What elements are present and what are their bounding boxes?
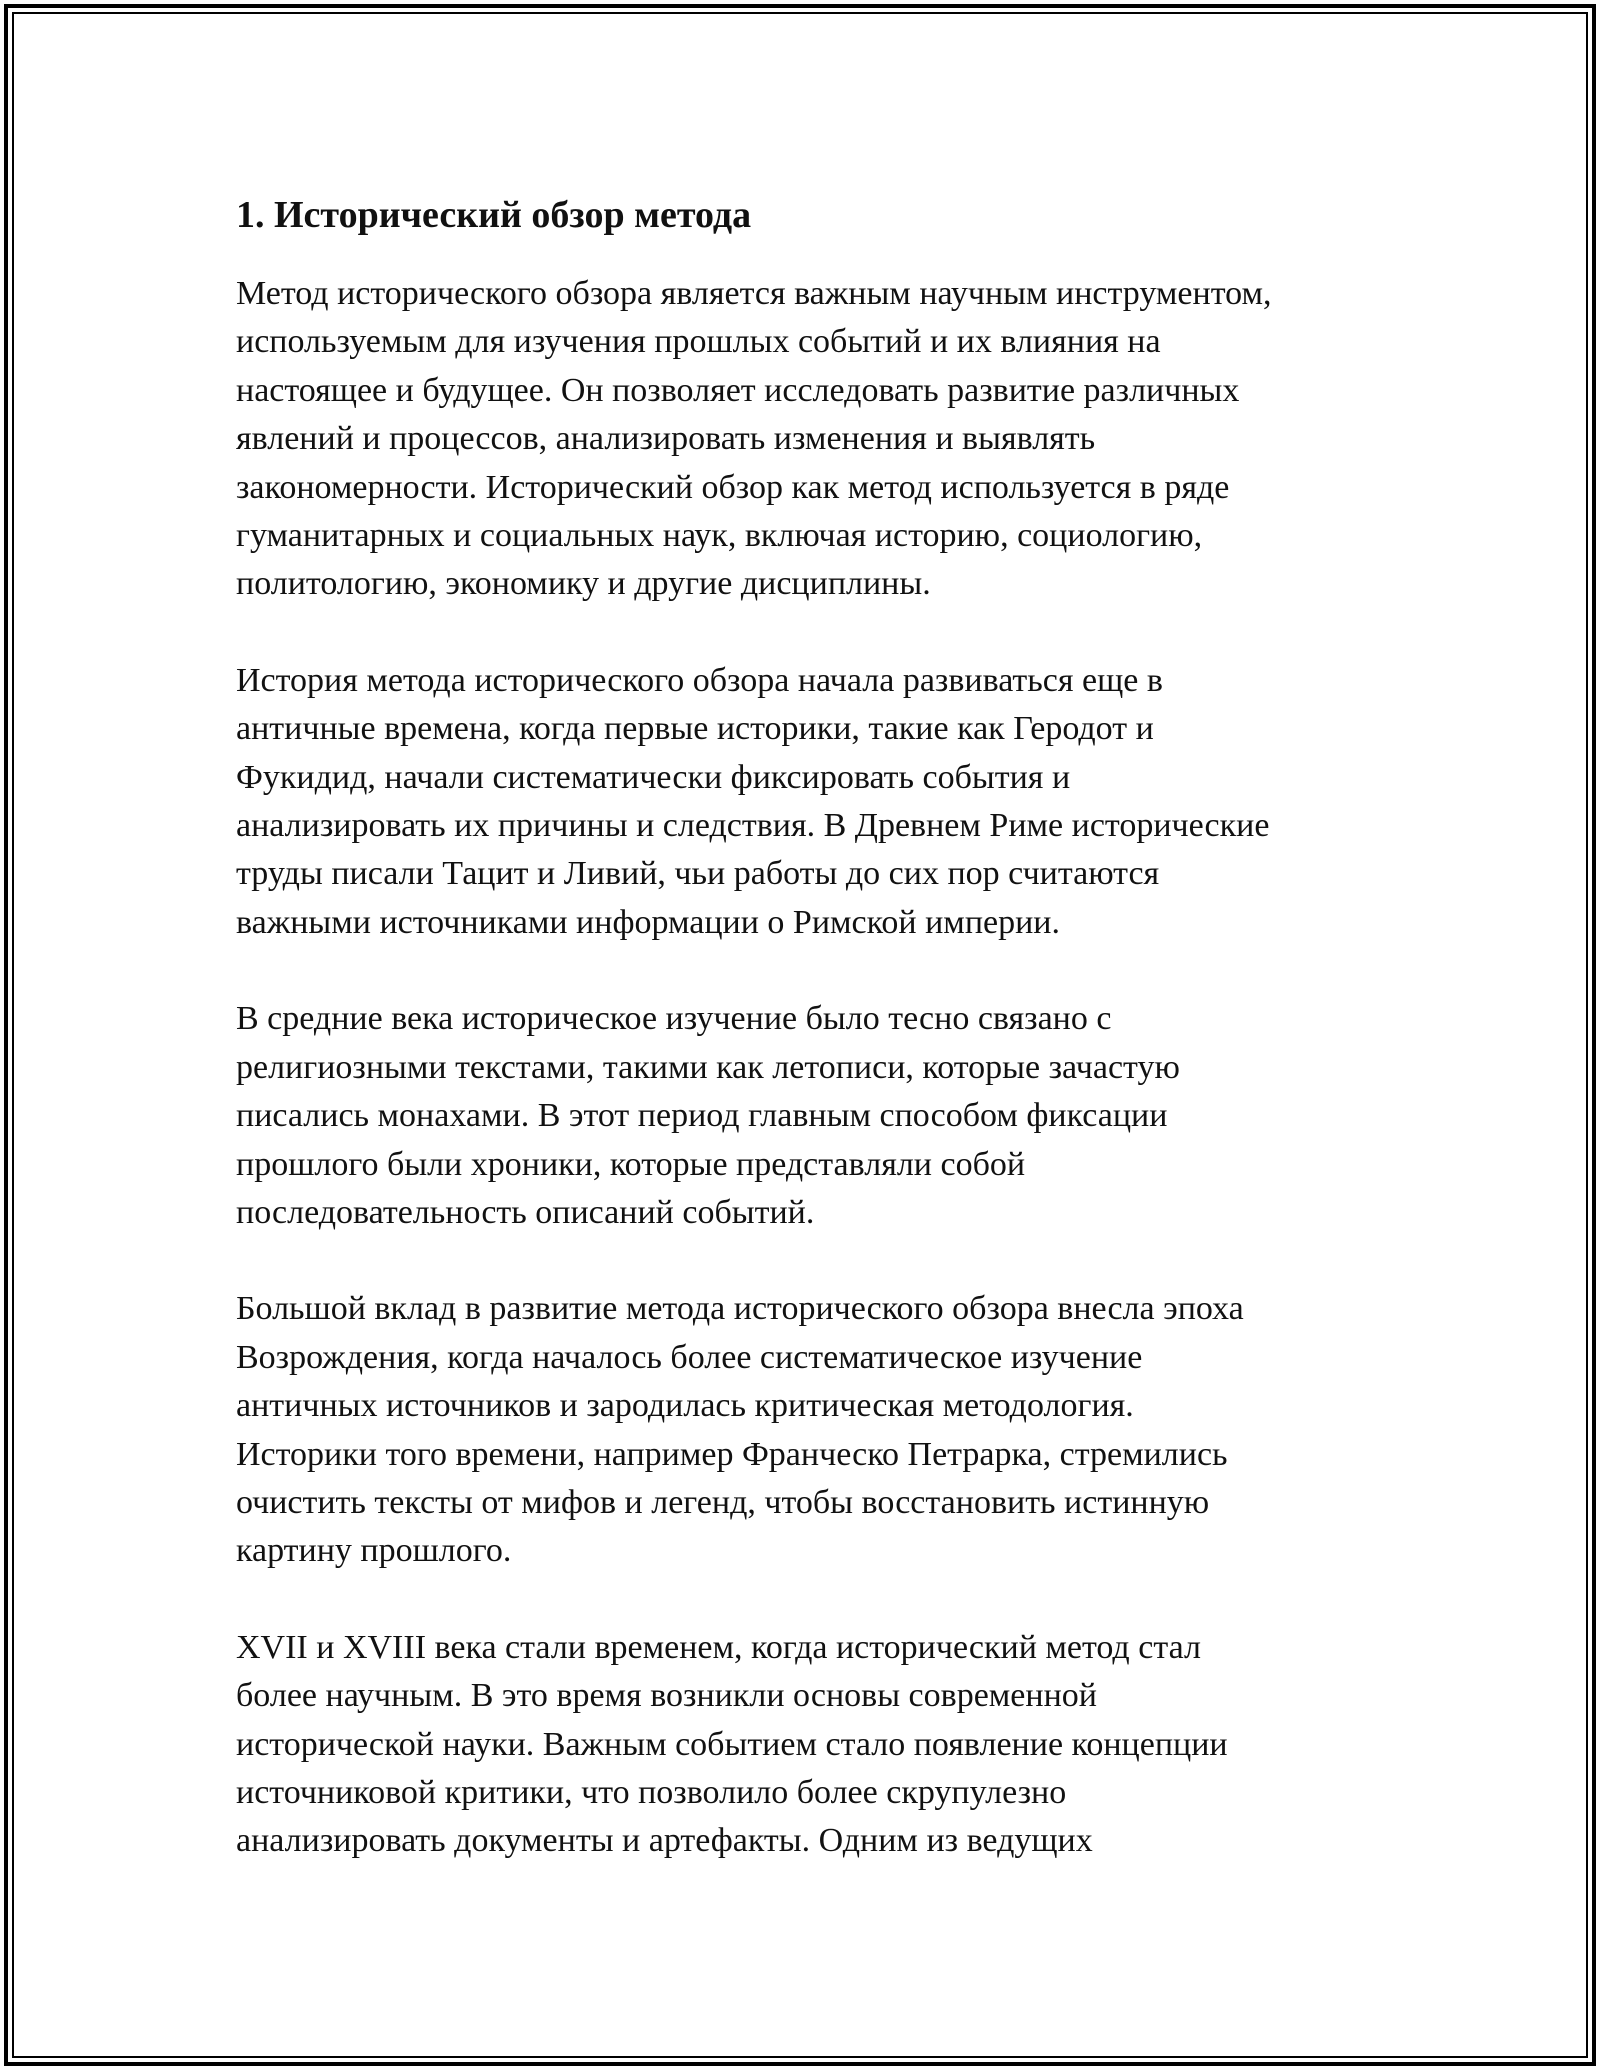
- paragraph-line: Большой вклад в развитие метода исторического обзора внесла эпоха: [236, 1290, 1244, 1328]
- section-heading: 1. Исторический обзор метода: [236, 194, 752, 236]
- paragraph-line: Историки того времени, например Франческо Петрарка, стремились: [236, 1435, 1228, 1473]
- paragraph: [236, 1624, 1386, 1866]
- paragraph-line: последовательность описаний событий.: [236, 1193, 815, 1231]
- paragraph-line: политологию, экономику и другие дисциплины.: [236, 565, 931, 603]
- paragraph-list: [236, 270, 1386, 1866]
- paragraph-line: исторической науки. Важным событием стало появление концепции: [236, 1725, 1228, 1763]
- paragraph-line: настоящее и будущее. Он позволяет исследовать развитие различных: [236, 371, 1240, 409]
- paragraph-line: очистить тексты от мифов и легенд, чтобы восстановить истинную: [236, 1483, 1210, 1521]
- paragraph-line: более научным. В это время возникли основы современной: [236, 1677, 1097, 1715]
- paragraph-line: важными источниками информации о Римской империи.: [236, 903, 1061, 941]
- paragraph-line: античные времена, когда первые историки, такие как Геродот и: [236, 710, 1154, 748]
- document-body: [236, 186, 1386, 1914]
- paragraph-line: В средние века историческое изучение было тесно связано с: [236, 1000, 1112, 1038]
- paragraph-line: писались монахами. В этот период главным способом фиксации: [236, 1097, 1168, 1135]
- paragraph: [236, 270, 1386, 609]
- paragraph: [236, 657, 1386, 947]
- paragraph: [236, 1285, 1386, 1575]
- paragraph-line: картину прошлого.: [236, 1532, 512, 1570]
- paragraph-line: закономерности. Исторический обзор как метод используется в ряде: [236, 468, 1230, 506]
- paragraph-line: Метод исторического обзора является важным научным инструментом,: [236, 275, 1272, 312]
- paragraph-line: явлений и процессов, анализировать изменения и выявлять: [236, 420, 1096, 458]
- paragraph-line: История метода исторического обзора начала развиваться еще в: [236, 661, 1163, 699]
- paragraph-line: античных источников и зародилась критическая методология.: [236, 1387, 1134, 1425]
- paragraph-line: Фукидид, начали систематически фиксировать события и: [236, 758, 1071, 796]
- paragraph-line: анализировать их причины и следствия. В Древнем Риме исторические: [236, 807, 1270, 845]
- paragraph-line: Возрождения, когда началось более систематическое изучение: [236, 1338, 1143, 1376]
- paragraph-line: религиозными текстами, такими как летописи, которые зачастую: [236, 1048, 1180, 1086]
- paragraph-line: гуманитарных и социальных наук, включая историю, социологию,: [236, 517, 1203, 555]
- paragraph-line: используемым для изучения прошлых событий и их влияния на: [236, 323, 1161, 361]
- paragraph-line: XVII и XVIII века стали временем, когда исторический метод стал: [236, 1628, 1201, 1666]
- paragraph-line: анализировать документы и артефакты. Одним из ведущих: [236, 1822, 1093, 1860]
- paragraph-line: труды писали Тацит и Ливий, чьи работы до сих пор считаются: [236, 855, 1160, 893]
- paragraph-line: прошлого были хроники, которые представляли собой: [236, 1145, 1026, 1183]
- paragraph: [236, 995, 1386, 1237]
- paragraph-line: источниковой критики, что позволило более скрупулезно: [236, 1773, 1067, 1811]
